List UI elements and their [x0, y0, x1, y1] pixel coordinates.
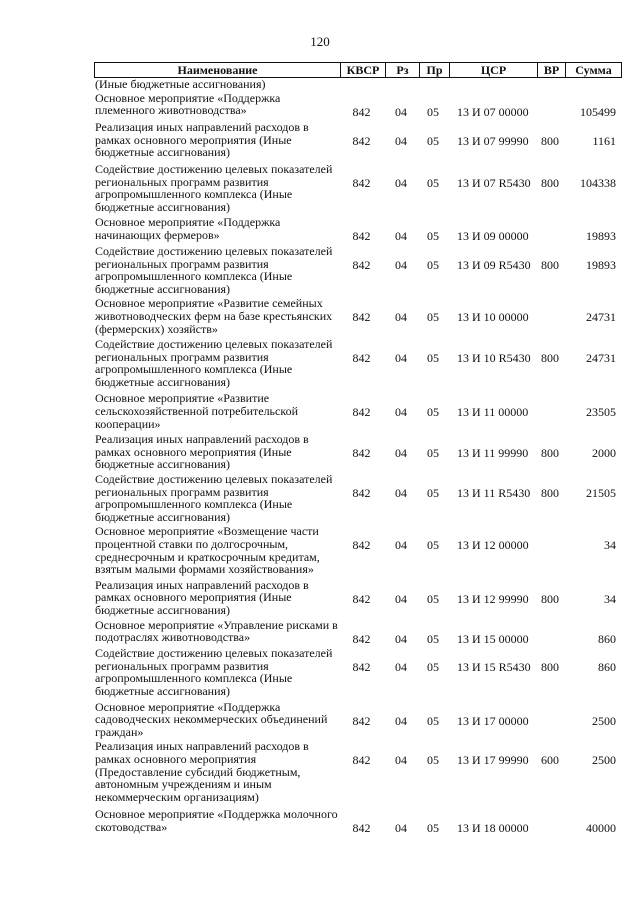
table-row [94, 525, 622, 575]
row-pr: 05 [427, 405, 439, 420]
row-sum: 105499 [580, 104, 616, 119]
row-rz: 04 [395, 753, 407, 768]
row-rz: 04 [395, 821, 407, 836]
table-row [94, 473, 622, 523]
row-sum: 2000 [592, 446, 616, 461]
row-pr [418, 78, 448, 91]
row-name: Основное мероприятие «Поддержка начинающих фермеров» [95, 215, 281, 242]
row-kvsr: 842 [352, 310, 371, 325]
header-kvsr: КВСР [340, 63, 385, 77]
row-rz: 04 [395, 486, 407, 501]
row-vr [536, 619, 564, 646]
row-csr: 13 И 11 R5430 [457, 486, 531, 501]
row-sum: 104338 [580, 175, 616, 190]
row-rz: 04 [395, 591, 407, 606]
row-kvsr: 842 [352, 660, 371, 675]
row-name: Содействие достижению целевых показателей региональных программ развития агропромышленного комплекса (Иные бюджетные ассигнования) [95, 472, 333, 524]
row-csr: 13 И 17 00000 [457, 713, 529, 728]
row-name: Содействие достижению целевых показателей региональных программ развития агропромышленного комплекса (Иные бюджетные ассигнования) [95, 243, 333, 296]
row-sum: 2500 [592, 753, 616, 768]
row-kvsr: 842 [352, 134, 371, 149]
row-vr [536, 297, 564, 335]
row-name: Основное мероприятие «Поддержка племенного животноводства» [95, 90, 281, 118]
row-csr: 13 И 11 99990 [457, 446, 529, 461]
row-kvsr: 842 [352, 713, 371, 728]
row-csr: 13 И 15 R5430 [457, 660, 531, 675]
table-row [94, 92, 622, 119]
row-name: Реализация иных направлений расходов в рамках основного мероприятия (Предоставление субсидий бюджетным, автономным учреждениям и иным некоммерческим организациям) [95, 739, 309, 804]
row-csr: 13 И 15 00000 [457, 631, 529, 646]
row-csr [448, 78, 536, 91]
row-vr [536, 78, 564, 91]
header-csr: ЦСР [449, 63, 537, 77]
row-vr [536, 216, 564, 243]
row-csr: 13 И 09 00000 [457, 229, 529, 244]
row-csr: 13 И 12 00000 [457, 538, 529, 553]
row-pr: 05 [427, 310, 439, 325]
row-pr: 05 [427, 134, 439, 149]
row-name: Содействие достижению целевых показателей региональных программ развития агропромышленного комплекса (Иные бюджетные ассигнования) [95, 646, 333, 698]
table-row [94, 163, 622, 213]
row-pr: 05 [427, 257, 439, 272]
row-vr: 800 [541, 446, 559, 461]
row-pr: 05 [427, 229, 439, 244]
row-rz: 04 [395, 257, 407, 272]
table-row [94, 740, 622, 803]
row-pr: 05 [427, 538, 439, 553]
table-row [94, 619, 622, 646]
row-name: (Иные бюджетные ассигнования) [95, 77, 266, 91]
row-rz: 04 [395, 660, 407, 675]
header-vr: ВР [537, 63, 565, 77]
row-sum [564, 78, 620, 91]
row-name: Основное мероприятие «Развитие семейных животноводческих ферм на базе крестьянских (фермерских) хозяйств» [95, 296, 333, 336]
row-pr: 05 [427, 446, 439, 461]
header-rz: Рз [385, 63, 419, 77]
row-sum: 34 [604, 591, 616, 606]
row-name: Содействие достижению целевых показателей региональных программ развития агропромышленного комплекса (Иные бюджетные ассигнования) [95, 337, 333, 389]
table-row [94, 433, 622, 471]
row-rz: 04 [395, 631, 407, 646]
row-sum: 23505 [586, 405, 616, 420]
row-csr: 13 И 10 R5430 [457, 351, 531, 366]
row-vr: 800 [541, 591, 559, 606]
row-vr [536, 92, 564, 119]
row-name: Основное мероприятие «Поддержка молочного скотоводства» [95, 807, 338, 834]
row-sum: 1161 [592, 134, 616, 149]
row-pr: 05 [427, 660, 439, 675]
row-sum: 24731 [586, 310, 616, 325]
row-vr: 800 [541, 134, 559, 149]
row-pr: 05 [427, 591, 439, 606]
row-pr: 05 [427, 713, 439, 728]
row-name: Основное мероприятие «Управление рисками в подотраслях животноводства» [95, 617, 338, 645]
row-kvsr [339, 78, 384, 91]
row-sum: 24731 [586, 351, 616, 366]
row-vr [536, 808, 564, 835]
row-kvsr: 842 [352, 753, 371, 768]
table-header [94, 62, 622, 78]
row-vr: 800 [541, 257, 559, 272]
table-row [94, 245, 622, 295]
table-row [94, 701, 622, 739]
row-sum: 40000 [586, 821, 616, 836]
row-kvsr: 842 [352, 257, 371, 272]
table-row [94, 647, 622, 697]
table-row [94, 338, 622, 388]
row-name: Основное мероприятие «Возмещение части процентной ставки по долгосрочным, среднесрочным и краткосрочным кредитам, взятым малыми формами хозяйствования» [95, 524, 320, 577]
table-row [94, 297, 622, 335]
row-kvsr: 842 [352, 351, 371, 366]
row-vr: 600 [541, 753, 559, 768]
row-pr: 05 [427, 104, 439, 119]
row-rz: 04 [395, 405, 407, 420]
row-kvsr: 842 [352, 175, 371, 190]
row-csr: 13 И 07 99990 [457, 134, 529, 149]
row-csr: 13 И 10 00000 [457, 310, 529, 325]
table-row [94, 78, 622, 91]
row-name: Основное мероприятие «Развитие сельскохозяйственной потребительской кооперации» [95, 391, 298, 431]
row-vr [536, 701, 564, 739]
row-pr: 05 [427, 486, 439, 501]
table-row [94, 808, 622, 835]
row-vr: 800 [541, 660, 559, 675]
header-sum: Сумма [565, 63, 621, 77]
row-sum: 860 [598, 631, 616, 646]
row-csr: 13 И 09 R5430 [457, 257, 531, 272]
row-sum: 34 [604, 538, 616, 553]
row-csr: 13 И 18 00000 [457, 821, 529, 836]
row-sum: 2500 [592, 713, 616, 728]
row-pr: 05 [427, 351, 439, 366]
row-vr: 800 [541, 175, 559, 190]
budget-table [94, 62, 622, 835]
row-csr: 13 И 17 99990 [457, 753, 529, 768]
row-kvsr: 842 [352, 591, 371, 606]
table-body [94, 78, 622, 835]
row-kvsr: 842 [352, 631, 371, 646]
row-kvsr: 842 [352, 486, 371, 501]
row-kvsr: 842 [352, 446, 371, 461]
row-pr: 05 [427, 175, 439, 190]
row-rz: 04 [395, 713, 407, 728]
row-pr: 05 [427, 753, 439, 768]
row-sum: 21505 [586, 486, 616, 501]
row-sum: 860 [598, 660, 616, 675]
row-kvsr: 842 [352, 538, 371, 553]
row-sum: 19893 [586, 257, 616, 272]
row-csr: 13 И 07 R5430 [457, 175, 531, 190]
table-row [94, 216, 622, 243]
row-pr: 05 [427, 631, 439, 646]
row-rz: 04 [395, 175, 407, 190]
table-row [94, 121, 622, 159]
row-vr: 800 [541, 486, 559, 501]
row-rz: 04 [395, 538, 407, 553]
row-pr: 05 [427, 821, 439, 836]
row-csr: 13 И 12 99990 [457, 591, 529, 606]
row-rz: 04 [395, 134, 407, 149]
row-name: Реализация иных направлений расходов в рамках основного мероприятия (Иные бюджетные ассигнования) [95, 577, 309, 617]
header-name: Наименование [177, 63, 258, 77]
row-rz: 04 [395, 446, 407, 461]
row-kvsr: 842 [352, 405, 371, 420]
row-kvsr: 842 [352, 229, 371, 244]
row-rz: 04 [395, 104, 407, 119]
row-csr: 13 И 07 00000 [457, 104, 529, 119]
row-rz: 04 [395, 310, 407, 325]
row-sum: 19893 [586, 229, 616, 244]
row-kvsr: 842 [352, 104, 371, 119]
row-vr [536, 525, 564, 575]
page-number: 120 [310, 34, 330, 49]
row-kvsr: 842 [352, 821, 371, 836]
row-name: Реализация иных направлений расходов в рамках основного мероприятия (Иные бюджетные ассигнования) [95, 432, 309, 472]
row-name: Содействие достижению целевых показателей региональных программ развития агропромышленного комплекса (Иные бюджетные ассигнования) [95, 161, 333, 214]
header-pr: Пр [419, 63, 449, 77]
row-csr: 13 И 11 00000 [457, 405, 529, 420]
row-vr: 800 [541, 351, 559, 366]
table-row [94, 392, 622, 430]
row-vr [536, 392, 564, 430]
row-name: Основное мероприятие «Поддержка садоводческих некоммерческих объединений граждан» [95, 699, 328, 739]
row-rz: 04 [395, 351, 407, 366]
table-row [94, 579, 622, 617]
row-rz: 04 [395, 229, 407, 244]
row-name: Реализация иных направлений расходов в рамках основного мероприятия (Иные бюджетные ассигнования) [95, 120, 309, 160]
row-rz [384, 78, 418, 91]
